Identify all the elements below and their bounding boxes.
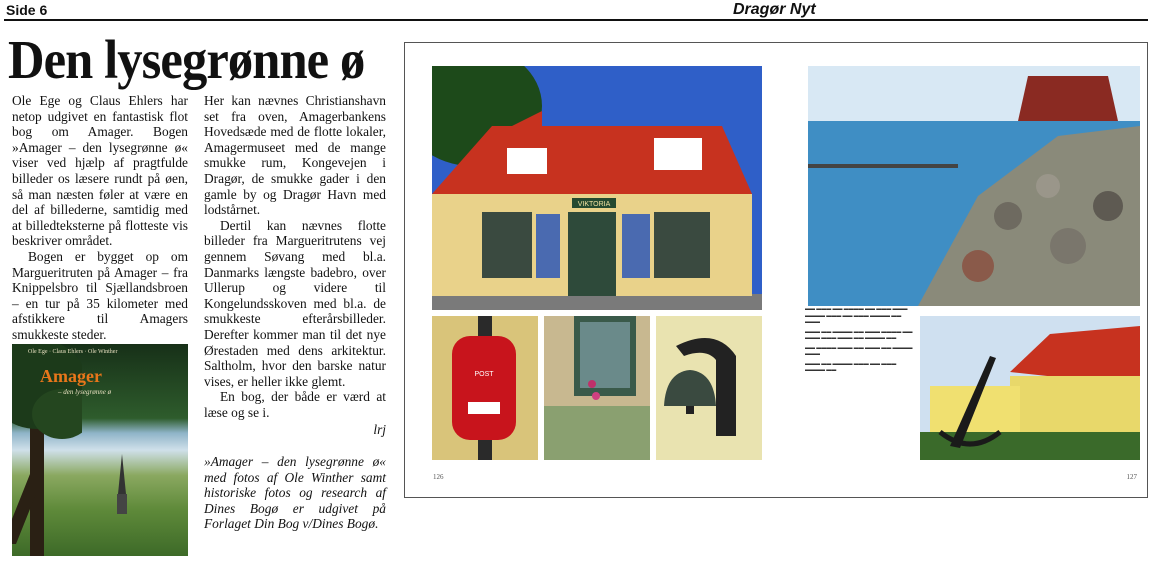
- book-title: Amager: [40, 366, 102, 386]
- author-signature: lrj: [373, 422, 386, 438]
- paragraph: Dertil kan nævnes flotte billeder fra Margueritrutens vej gennem Søvang med bl.a. Danmarks længste badebro, over Ullerup og videre til Kongelundsskoven med bl.a. de smukkeste efterårsbilleder. Derefter kommer man til det nye Ørestaden med dens arkitektur. Saltholm, hvor den barske natur vises, er heller ikke glemt.: [204, 217, 386, 389]
- caption-line: ▬▬▬ ▬▬ ▬▬▬▬ ▬▬▬ ▬▬ ▬▬▬ ▬▬▬▬ ▬▬: [805, 361, 897, 373]
- publication-name: Dragør Nyt: [733, 1, 816, 18]
- book-cover-image: [12, 344, 188, 556]
- article-column-2: [204, 93, 386, 532]
- header-rule: [4, 19, 1148, 21]
- shop-sign: VIKTORIA: [577, 201, 611, 208]
- paragraph: En bog, der både er værd at læse og se i.: [204, 389, 386, 420]
- book-spread-image: [404, 42, 1148, 498]
- photo-yellow-house: [920, 316, 1140, 460]
- book-authors: Ole Ege · Claus Ehlers · Ole Winther: [28, 349, 118, 355]
- page-header: [0, 0, 1152, 22]
- paragraph: Her kan nævnes Christianshavn set fra oven, Amagerbankens Hovedsæde med de flotte lokaler, Amagermuseet med de mange smukke rum, Kongevejen i Dragør, de smukke gader i den gamle by og Dragør Havn med lodstårnet.: [204, 93, 386, 218]
- page-label: Side 6: [6, 2, 48, 18]
- caption-line: ▬▬▬ ▬▬ ▬▬▬▬ ▬▬ ▬▬▬ ▬▬▬▬ ▬▬ ▬▬▬ ▬▬▬ ▬▬▬ ▬▬ ▬▬▬▬ ▬▬: [805, 329, 913, 341]
- caption-line: ▬▬ ▬▬▬ ▬▬ ▬▬▬▬ ▬▬ ▬▬▬ ▬▬▬ ▬▬▬▬ ▬▬▬ ▬▬ ▬▬▬ ▬▬▬▬ ▬▬ ▬▬▬: [805, 307, 908, 325]
- photo-bell: [656, 316, 762, 460]
- article-column-1: [12, 93, 188, 343]
- photo-postbox: [432, 316, 538, 460]
- book-credit: »Amager – den lysegrønne ø« med fotos af Ole Winther samt historiske fotos og research af Dines Bogø er udgivet på Forlaget Din Bog v/Dines Bogø.: [204, 454, 386, 532]
- photo-caption-block: [805, 307, 913, 378]
- photo-window: [544, 316, 650, 460]
- postbox-label: POST: [474, 371, 494, 378]
- book-subtitle: – den lysegrønne ø: [58, 388, 112, 396]
- right-page-number: 127: [1126, 473, 1137, 481]
- paragraph: Ole Ege og Claus Ehlers har netop udgivet en fantastisk flot bog om Amager. Bogen »Amager – den lysegrønne ø« viser ved hjælp af pragtfulde billeder os læsere rundt på øen, så man næsten føler at være en del af billederne, samtidig med at billedteksterne på flotteste vis beskriver området.: [12, 93, 188, 249]
- caption-line: ▬▬ ▬▬▬▬ ▬▬▬ ▬▬ ▬▬▬ ▬▬ ▬▬▬▬ ▬▬▬: [805, 345, 913, 357]
- church-spire-graphic: [112, 454, 132, 514]
- headline: Den lysegrønne ø: [8, 29, 365, 90]
- photo-harbour: [808, 66, 1140, 306]
- left-page-number: 126: [433, 473, 444, 481]
- photo-house: [432, 66, 762, 310]
- paragraph: Bogen er bygget op om Margueritruten på Amager – fra Knippelsbro til Sjællandsbroen – en tur på 35 kilometer med afstikkere til Amagers smukkeste steder.: [12, 248, 188, 342]
